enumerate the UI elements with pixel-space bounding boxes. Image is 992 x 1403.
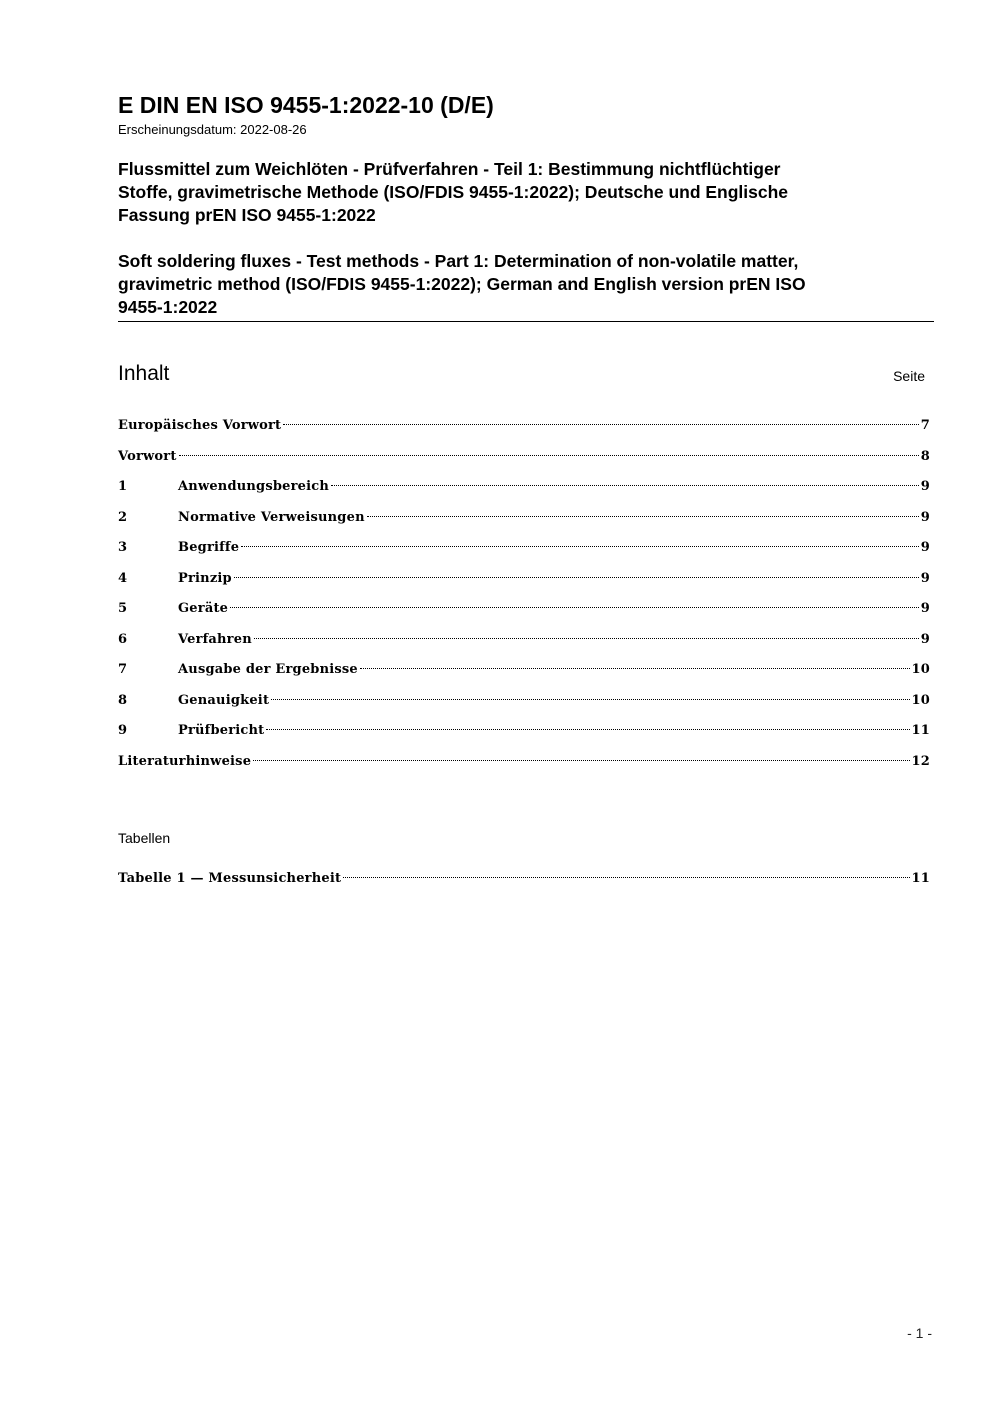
toc-leader-dots xyxy=(179,455,919,456)
toc-entry-label: Geräte xyxy=(178,601,229,616)
toc-leader-dots xyxy=(266,729,909,730)
toc-entry-label: Europäisches Vorwort xyxy=(118,418,282,433)
toc-leader-dots xyxy=(360,668,910,669)
toc-entry-label: Normative Verweisungen xyxy=(178,509,365,525)
toc-entry-page: 9 xyxy=(920,540,930,555)
toc-entry-number: 3 xyxy=(118,540,128,555)
toc-heading: Inhalt xyxy=(118,362,170,385)
header-divider xyxy=(118,321,934,322)
toc-entry-page: 9 xyxy=(920,631,930,647)
toc-entry-label: Vorwort xyxy=(118,448,177,464)
english-title-line: gravimetric method (ISO/FDIS 9455-1:2022); German and English version prEN ISO xyxy=(118,274,806,294)
toc-entry-ausgabe-der-ergebnisse[interactable] xyxy=(118,659,930,690)
toc-entry-europaeisches-vorwort[interactable] xyxy=(118,415,930,446)
toc-leader-dots xyxy=(254,638,919,639)
toc-page-column-label: Seite xyxy=(893,368,925,384)
toc-entry-begriffe[interactable] xyxy=(118,537,930,568)
toc-entry-page: 9 xyxy=(920,570,930,586)
toc-entry-number: 8 xyxy=(118,692,128,708)
toc-entry-page: 10 xyxy=(911,662,930,677)
german-title-line: Fassung prEN ISO 9455-1:2022 xyxy=(118,205,376,225)
toc-entry-page: 9 xyxy=(920,601,930,616)
toc-entry-label: Prinzip xyxy=(178,570,232,586)
document-title: E DIN EN ISO 9455-1:2022-10 (D/E) xyxy=(118,92,494,118)
toc-entry-label: Verfahren xyxy=(178,631,252,647)
toc-leader-dots xyxy=(343,877,909,878)
german-title-line: Flussmittel zum Weichlöten - Prüfverfahren - Teil 1: Bestimmung nichtflüchtiger xyxy=(118,159,781,179)
toc-entry-number: 1 xyxy=(118,479,128,494)
table-of-contents xyxy=(118,415,930,781)
toc-entry-tabelle-1[interactable] xyxy=(118,868,930,899)
toc-entry-pruefbericht[interactable] xyxy=(118,720,930,751)
english-title-line: Soft soldering fluxes - Test methods - Part 1: Determination of non-volatile matter, xyxy=(118,251,799,271)
toc-entry-label: Begriffe xyxy=(178,540,240,555)
toc-entry-geraete[interactable] xyxy=(118,598,930,629)
toc-entry-page: 11 xyxy=(911,723,930,738)
toc-entry-genauigkeit[interactable] xyxy=(118,690,930,721)
toc-leader-dots xyxy=(331,485,919,486)
publication-date: Erscheinungsdatum: 2022-08-26 xyxy=(118,122,307,137)
toc-entry-label: Anwendungsbereich xyxy=(178,479,330,494)
toc-entry-page: 9 xyxy=(920,479,930,494)
german-title xyxy=(118,158,918,227)
tables-heading: Tabellen xyxy=(118,830,171,846)
toc-entry-verfahren[interactable] xyxy=(118,629,930,660)
toc-entry-page: 8 xyxy=(920,448,930,464)
toc-entry-literaturhinweise[interactable] xyxy=(118,751,930,782)
toc-entry-number: 4 xyxy=(118,570,128,586)
toc-entry-number: 2 xyxy=(118,509,128,525)
toc-entry-label: Prüfbericht xyxy=(178,723,265,738)
list-of-tables xyxy=(118,868,930,899)
page-number: - 1 - xyxy=(907,1325,932,1341)
toc-leader-dots xyxy=(241,546,919,547)
toc-leader-dots xyxy=(253,760,909,761)
toc-leader-dots xyxy=(367,516,919,517)
toc-entry-number: 6 xyxy=(118,631,128,647)
toc-leader-dots xyxy=(230,607,919,608)
english-title-line: 9455-1:2022 xyxy=(118,297,218,317)
toc-entry-label: Ausgabe der Ergebnisse xyxy=(178,662,358,677)
toc-entry-normative-verweisungen[interactable] xyxy=(118,507,930,538)
toc-entry-number: 9 xyxy=(118,723,128,738)
toc-leader-dots xyxy=(283,424,918,425)
toc-entry-page: 12 xyxy=(911,753,930,769)
toc-leader-dots xyxy=(234,577,919,578)
toc-entry-label: Tabelle 1 — Messunsicherheit xyxy=(118,871,342,886)
toc-entry-vorwort[interactable] xyxy=(118,446,930,477)
toc-entry-number: 7 xyxy=(118,662,128,677)
toc-leader-dots xyxy=(271,699,909,700)
german-title-line: Stoffe, gravimetrische Methode (ISO/FDIS 9455-1:2022); Deutsche und Englische xyxy=(118,182,789,202)
toc-entry-number: 5 xyxy=(118,601,128,616)
toc-entry-page: 7 xyxy=(920,418,930,433)
english-title xyxy=(118,250,918,319)
toc-entry-prinzip[interactable] xyxy=(118,568,930,599)
toc-entry-page: 11 xyxy=(911,871,930,886)
toc-entry-page: 9 xyxy=(920,509,930,525)
toc-entry-label: Genauigkeit xyxy=(178,692,270,708)
toc-entry-anwendungsbereich[interactable] xyxy=(118,476,930,507)
toc-entry-page: 10 xyxy=(911,692,930,708)
toc-entry-label: Literaturhinweise xyxy=(118,753,252,769)
